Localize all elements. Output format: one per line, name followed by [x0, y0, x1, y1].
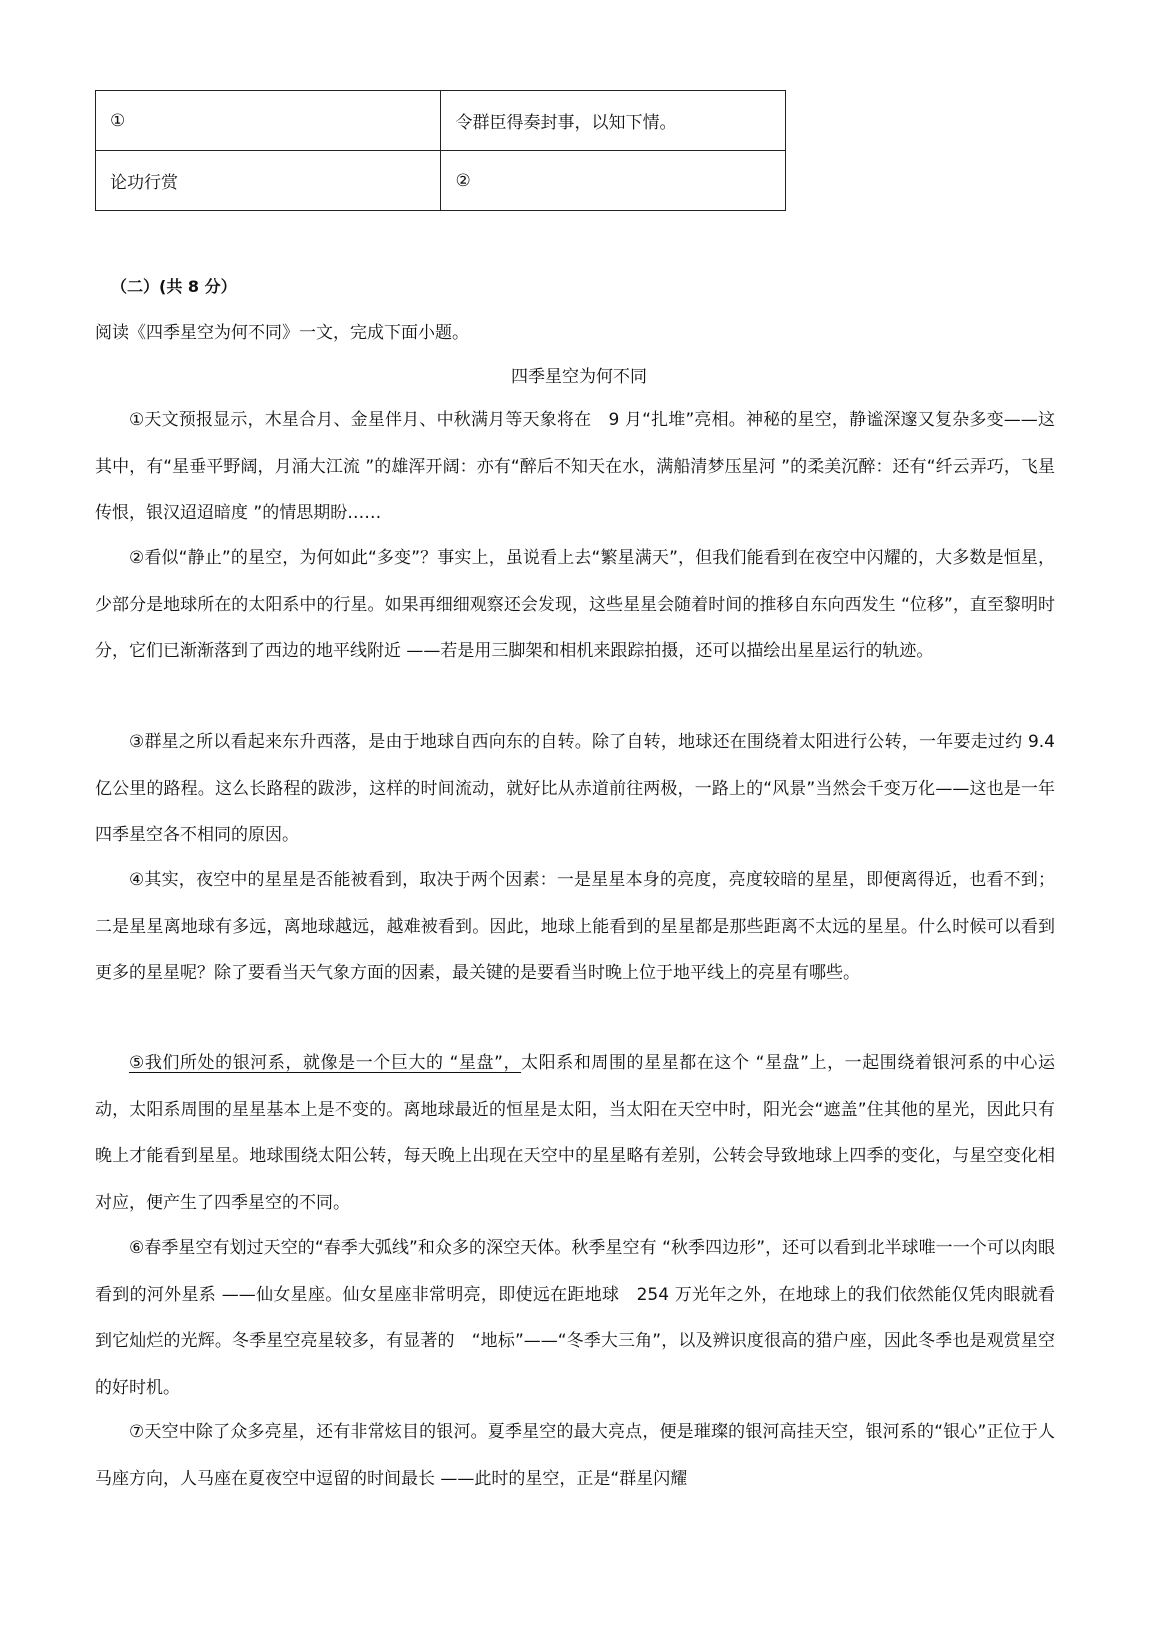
paragraph-text: 太阳系和周围的星星都在这个 “星盘”上，一起围绕着银河系的中心运动，太阳系周围的星星基本上是不变的。离地球最近的恒星是太阳，当太阳在天空中时，阳光会“遮盖”住其他的星光，因此只有晚上才能看到星星。地球围绕太阳公转，每天晚上出现在天空中的星星略有差别，公转会导致地球上四季的变化，与星空变化相对应，便产生了四季星空的不同。: [95, 1053, 1055, 1213]
reading-instruction: 阅读《四季星空为何不同》一文，完成下面小题。: [95, 323, 469, 343]
article-paragraph-7: ⑦天空中除了众多亮星，还有非常炫目的银河。夏季星空的最大亮点，便是璀璨的银河高挂天空，银河系的“银心”正位于人马座方向，人马座在夏夜空中逗留的时间最长 ——此时的星空，正是“群星闪耀: [95, 1422, 1055, 1489]
article-paragraph-4: ④其实，夜空中的星星是否能被看到，取决于两个因素：一是星星本身的亮度，亮度较暗的星星，即便离得近，也看不到；二是星星离地球有多远，离地球越远，越难被看到。因此，地球上能看到的星星都是那些距离不太远的星星。什么时候可以看到更多的星星呢？除了要看当天气象方面的因素，最关键的是要看当时晚上位于地平线上的亮星有哪些。: [95, 870, 1055, 983]
table-row: [96, 151, 786, 211]
underlined-sentence: ⑤我们所处的银河系，就像是一个巨大的 “星盘”，: [129, 1053, 522, 1073]
answer-table: [95, 90, 786, 211]
article-paragraph-2: ②看似“静止”的星空，为何如此“多变”？事实上，虽说看上去“繁星满天”，但我们能看到在夜空中闪耀的，大多数是恒星，少部分是地球所在的太阳系中的行星。如果再细细观察还会发现，这些星星会随着时间的推移自东向西发生 “位移”，直至黎明时分，它们已渐渐落到了西边的地平线附近 ——若是用三脚架和相机来跟踪拍摄，还可以描绘出星星运行的轨迹。: [95, 548, 1055, 661]
table-cell: ②: [441, 151, 786, 211]
article-paragraph-5: [95, 1040, 1055, 1226]
table-row: [96, 91, 786, 151]
section-heading: （二）(共 8 分）: [111, 277, 237, 296]
table-cell: 令群臣得奏封事，以知下情。: [441, 91, 786, 151]
table-cell: ①: [96, 91, 441, 151]
article-paragraph-1: ①天文预报显示，木星合月、金星伴月、中秋满月等天象将在 9 月“扎堆”亮相。神秘的星空，静谧深邃又复杂多变——这其中，有“星垂平野阔，月涌大江流 ”的雄浑开阔：亦有“醉后不知天在水，满船清梦压星河 ”的柔美沉醉：还有“纤云弄巧，飞星传恨，银汉迢迢暗度 ”的情思期盼……: [95, 410, 1055, 523]
article-paragraph-6: ⑥春季星空有划过天空的“春季大弧线”和众多的深空天体。秋季星空有 “秋季四边形”，还可以看到北半球唯一一个可以肉眼看到的河外星系 ——仙女星座。仙女星座非常明亮，即使远在距地球 254 万光年之外，在地球上的我们依然能仅凭肉眼就看到它灿烂的光辉。冬季星空亮星较多，有显著的 “地标”——“冬季大三角”，以及辨识度很高的猎户座，因此冬季也是观赏星空的好时机。: [95, 1238, 1055, 1398]
table-cell: 论功行赏: [96, 151, 441, 211]
article-paragraph-3: ③群星之所以看起来东升西落，是由于地球自西向东的自转。除了自转，地球还在围绕着太阳进行公转，一年要走过约 9.4 亿公里的路程。这么长路程的跋涉，这样的时间流动，就好比从赤道前往两极，一路上的“风景”当然会千变万化——这也是一年四季星空各不相同的原因。: [95, 732, 1055, 845]
article-title: 四季星空为何不同: [511, 367, 647, 387]
